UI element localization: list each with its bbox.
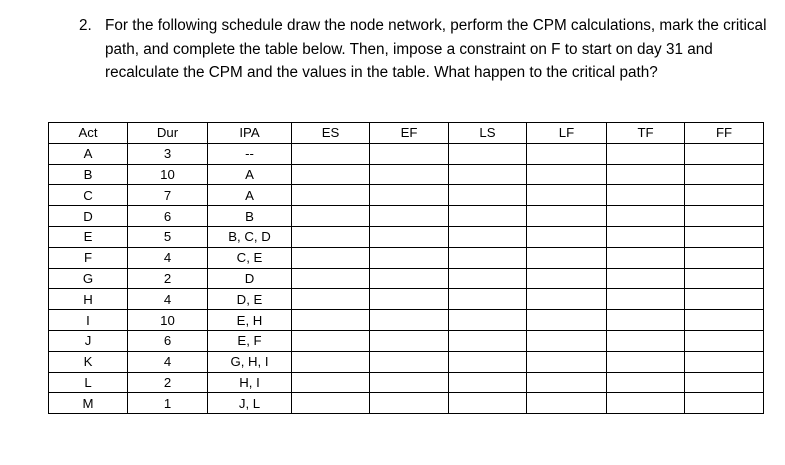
lf-cell[interactable] bbox=[527, 330, 607, 351]
ipa-cell: A bbox=[208, 164, 292, 185]
table-row bbox=[49, 372, 764, 393]
tf-cell[interactable] bbox=[607, 289, 685, 310]
tf-cell[interactable] bbox=[607, 143, 685, 164]
ls-cell[interactable] bbox=[449, 310, 527, 331]
tf-cell[interactable] bbox=[607, 351, 685, 372]
table-row bbox=[49, 164, 764, 185]
ls-cell[interactable] bbox=[449, 372, 527, 393]
header-ef: EF bbox=[370, 123, 449, 144]
ls-cell[interactable] bbox=[449, 351, 527, 372]
ef-cell[interactable] bbox=[370, 330, 449, 351]
act-cell: G bbox=[49, 268, 128, 289]
ipa-cell: D, E bbox=[208, 289, 292, 310]
table-body bbox=[49, 143, 764, 413]
ls-cell[interactable] bbox=[449, 164, 527, 185]
ff-cell[interactable] bbox=[685, 164, 764, 185]
act-cell: I bbox=[49, 310, 128, 331]
lf-cell[interactable] bbox=[527, 351, 607, 372]
ls-cell[interactable] bbox=[449, 185, 527, 206]
ipa-cell: E, H bbox=[208, 310, 292, 331]
lf-cell[interactable] bbox=[527, 289, 607, 310]
ff-cell[interactable] bbox=[685, 330, 764, 351]
header-tf: TF bbox=[607, 123, 685, 144]
table-row bbox=[49, 143, 764, 164]
ef-cell[interactable] bbox=[370, 268, 449, 289]
lf-cell[interactable] bbox=[527, 372, 607, 393]
dur-cell: 3 bbox=[128, 143, 208, 164]
table-row bbox=[49, 206, 764, 227]
table-row bbox=[49, 351, 764, 372]
lf-cell[interactable] bbox=[527, 206, 607, 227]
lf-cell[interactable] bbox=[527, 393, 607, 414]
ff-cell[interactable] bbox=[685, 393, 764, 414]
es-cell[interactable] bbox=[292, 226, 370, 247]
ff-cell[interactable] bbox=[685, 310, 764, 331]
dur-cell: 4 bbox=[128, 289, 208, 310]
dur-cell: 4 bbox=[128, 247, 208, 268]
ls-cell[interactable] bbox=[449, 143, 527, 164]
header-act: Act bbox=[49, 123, 128, 144]
question-text: For the following schedule draw the node network, perform the CPM calculations, mark the critical path, and complete the table below. Then, impose a constraint on F to start on day 31 and recalculate the CPM and the values in the table. What happen to the critical path? bbox=[105, 17, 767, 81]
lf-cell[interactable] bbox=[527, 164, 607, 185]
dur-cell: 1 bbox=[128, 393, 208, 414]
dur-cell: 6 bbox=[128, 206, 208, 227]
header-lf: LF bbox=[527, 123, 607, 144]
ef-cell[interactable] bbox=[370, 185, 449, 206]
dur-cell: 4 bbox=[128, 351, 208, 372]
act-cell: M bbox=[49, 393, 128, 414]
table-header-row bbox=[49, 123, 764, 144]
es-cell[interactable] bbox=[292, 185, 370, 206]
tf-cell[interactable] bbox=[607, 372, 685, 393]
table-row bbox=[49, 393, 764, 414]
header-ipa: IPA bbox=[208, 123, 292, 144]
header-es: ES bbox=[292, 123, 370, 144]
header-dur: Dur bbox=[128, 123, 208, 144]
table-row bbox=[49, 226, 764, 247]
tf-cell[interactable] bbox=[607, 393, 685, 414]
ef-cell[interactable] bbox=[370, 351, 449, 372]
ef-cell[interactable] bbox=[370, 226, 449, 247]
ls-cell[interactable] bbox=[449, 247, 527, 268]
ef-cell[interactable] bbox=[370, 143, 449, 164]
lf-cell[interactable] bbox=[527, 310, 607, 331]
ef-cell[interactable] bbox=[370, 164, 449, 185]
question bbox=[79, 14, 769, 85]
ls-cell[interactable] bbox=[449, 206, 527, 227]
table-row bbox=[49, 330, 764, 351]
dur-cell: 2 bbox=[128, 268, 208, 289]
ff-cell[interactable] bbox=[685, 247, 764, 268]
act-cell: C bbox=[49, 185, 128, 206]
act-cell: D bbox=[49, 206, 128, 227]
es-cell[interactable] bbox=[292, 143, 370, 164]
ef-cell[interactable] bbox=[370, 289, 449, 310]
header-ff: FF bbox=[685, 123, 764, 144]
ipa-cell: A bbox=[208, 185, 292, 206]
es-cell[interactable] bbox=[292, 289, 370, 310]
ipa-cell: C, E bbox=[208, 247, 292, 268]
ipa-cell: -- bbox=[208, 143, 292, 164]
tf-cell[interactable] bbox=[607, 185, 685, 206]
dur-cell: 5 bbox=[128, 226, 208, 247]
ipa-cell: B bbox=[208, 206, 292, 227]
dur-cell: 10 bbox=[128, 164, 208, 185]
dur-cell: 6 bbox=[128, 330, 208, 351]
header-ls: LS bbox=[449, 123, 527, 144]
tf-cell[interactable] bbox=[607, 268, 685, 289]
act-cell: F bbox=[49, 247, 128, 268]
es-cell[interactable] bbox=[292, 351, 370, 372]
es-cell[interactable] bbox=[292, 247, 370, 268]
table-row bbox=[49, 289, 764, 310]
act-cell: B bbox=[49, 164, 128, 185]
cpm-table bbox=[48, 122, 764, 414]
ls-cell[interactable] bbox=[449, 268, 527, 289]
table-row bbox=[49, 247, 764, 268]
es-cell[interactable] bbox=[292, 206, 370, 227]
question-number: 2. bbox=[79, 17, 92, 34]
lf-cell[interactable] bbox=[527, 247, 607, 268]
lf-cell[interactable] bbox=[527, 143, 607, 164]
ls-cell[interactable] bbox=[449, 226, 527, 247]
lf-cell[interactable] bbox=[527, 226, 607, 247]
tf-cell[interactable] bbox=[607, 330, 685, 351]
tf-cell[interactable] bbox=[607, 164, 685, 185]
ff-cell[interactable] bbox=[685, 206, 764, 227]
ipa-cell: H, I bbox=[208, 372, 292, 393]
table-row bbox=[49, 185, 764, 206]
ff-cell[interactable] bbox=[685, 143, 764, 164]
ls-cell[interactable] bbox=[449, 289, 527, 310]
act-cell: J bbox=[49, 330, 128, 351]
lf-cell[interactable] bbox=[527, 268, 607, 289]
ef-cell[interactable] bbox=[370, 393, 449, 414]
ff-cell[interactable] bbox=[685, 372, 764, 393]
ff-cell[interactable] bbox=[685, 185, 764, 206]
es-cell[interactable] bbox=[292, 372, 370, 393]
act-cell: A bbox=[49, 143, 128, 164]
lf-cell[interactable] bbox=[527, 185, 607, 206]
es-cell[interactable] bbox=[292, 164, 370, 185]
tf-cell[interactable] bbox=[607, 310, 685, 331]
ipa-cell: D bbox=[208, 268, 292, 289]
es-cell[interactable] bbox=[292, 310, 370, 331]
dur-cell: 7 bbox=[128, 185, 208, 206]
es-cell[interactable] bbox=[292, 393, 370, 414]
ipa-cell: B, C, D bbox=[208, 226, 292, 247]
ipa-cell: E, F bbox=[208, 330, 292, 351]
act-cell: L bbox=[49, 372, 128, 393]
ipa-cell: G, H, I bbox=[208, 351, 292, 372]
ff-cell[interactable] bbox=[685, 268, 764, 289]
ef-cell[interactable] bbox=[370, 206, 449, 227]
ff-cell[interactable] bbox=[685, 226, 764, 247]
ef-cell[interactable] bbox=[370, 372, 449, 393]
ef-cell[interactable] bbox=[370, 310, 449, 331]
ipa-cell: J, L bbox=[208, 393, 292, 414]
tf-cell[interactable] bbox=[607, 247, 685, 268]
act-cell: K bbox=[49, 351, 128, 372]
table-row bbox=[49, 310, 764, 331]
tf-cell[interactable] bbox=[607, 226, 685, 247]
ls-cell[interactable] bbox=[449, 330, 527, 351]
tf-cell[interactable] bbox=[607, 206, 685, 227]
act-cell: H bbox=[49, 289, 128, 310]
table-row bbox=[49, 268, 764, 289]
act-cell: E bbox=[49, 226, 128, 247]
es-cell[interactable] bbox=[292, 330, 370, 351]
ls-cell[interactable] bbox=[449, 393, 527, 414]
ef-cell[interactable] bbox=[370, 247, 449, 268]
dur-cell: 2 bbox=[128, 372, 208, 393]
dur-cell: 10 bbox=[128, 310, 208, 331]
es-cell[interactable] bbox=[292, 268, 370, 289]
ff-cell[interactable] bbox=[685, 351, 764, 372]
ff-cell[interactable] bbox=[685, 289, 764, 310]
